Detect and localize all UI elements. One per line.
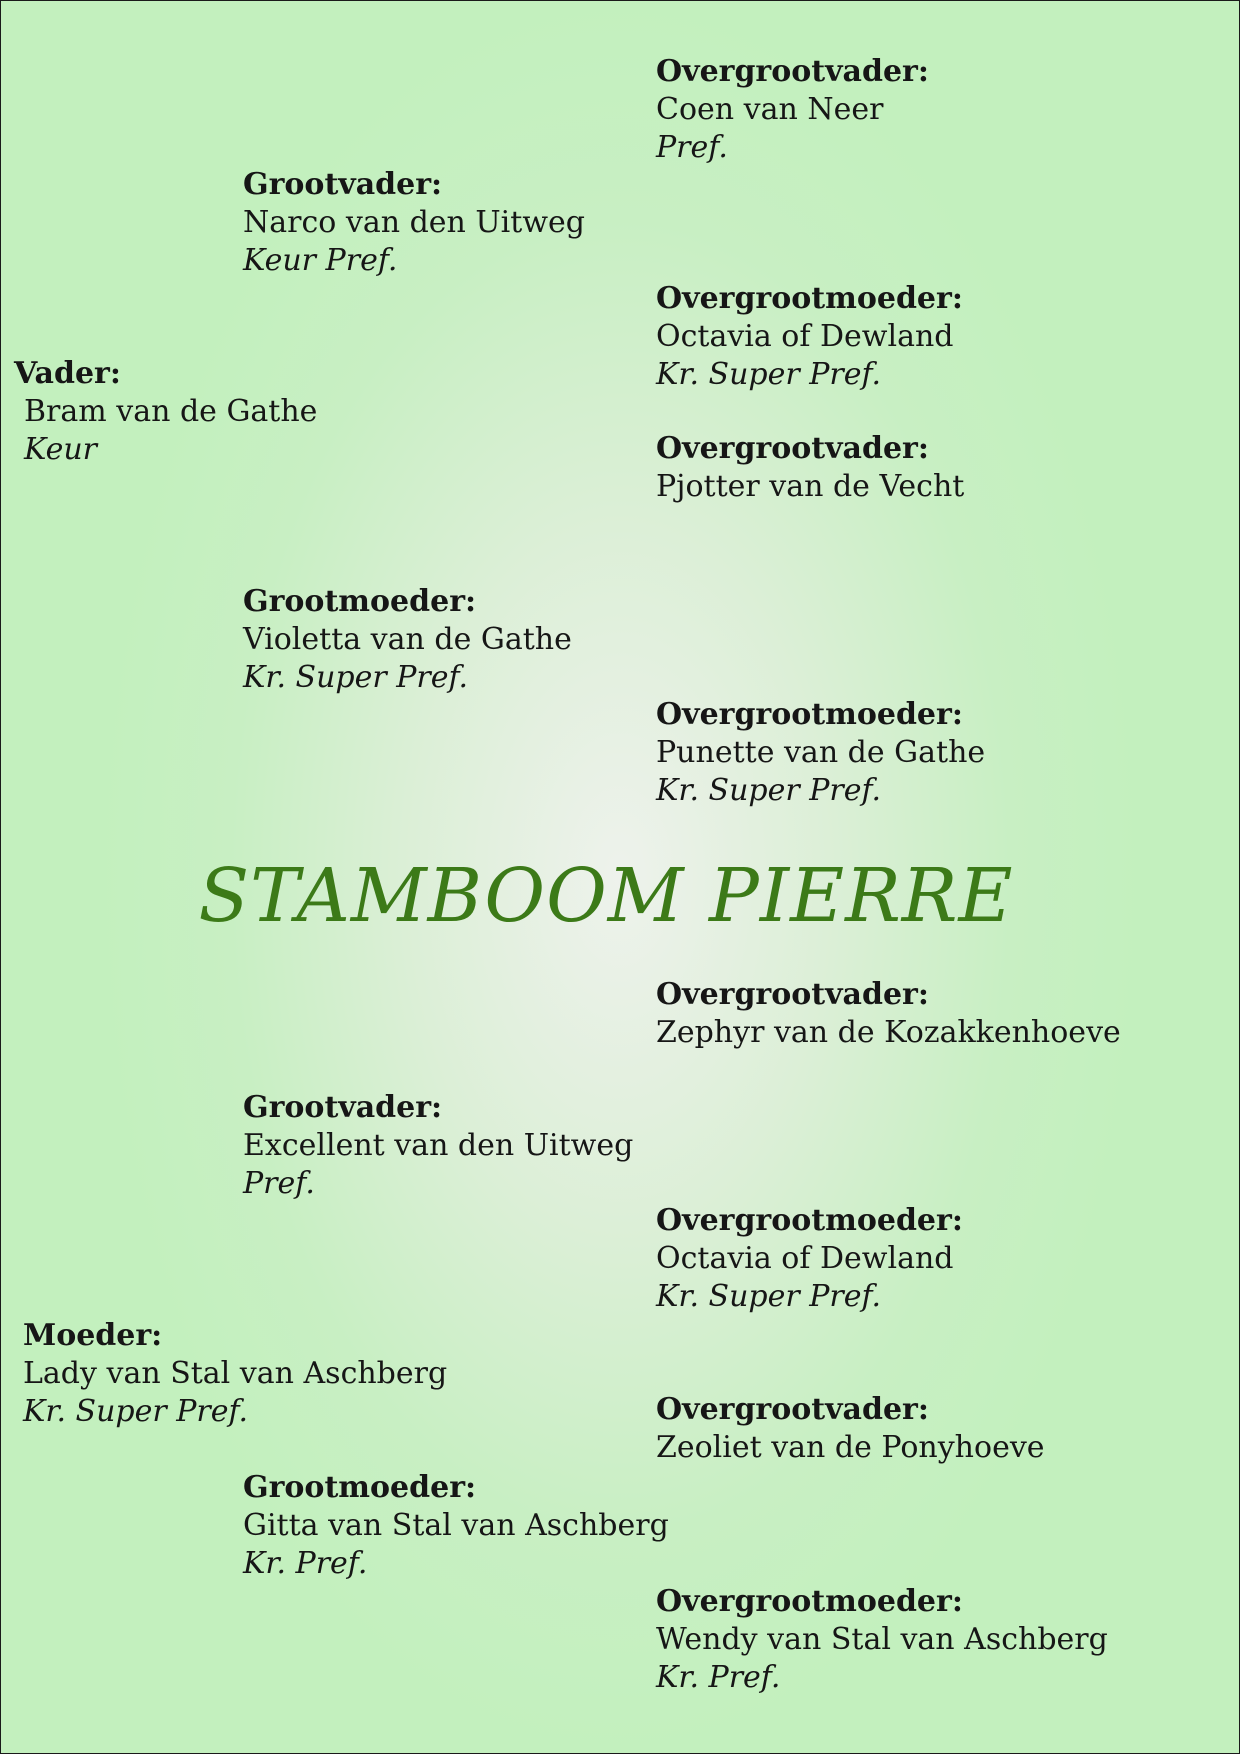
sire-overgrootvader-2: [656, 430, 964, 506]
entry-grade: Kr. Super Pref.: [656, 357, 882, 392]
entry-label: Overgrootmoeder:: [656, 697, 963, 732]
entry-grade: Pref.: [243, 1166, 315, 1201]
entry-label: Vader:: [14, 356, 121, 391]
sire-grootvader: [243, 166, 585, 280]
entry-label: Grootmoeder:: [243, 584, 477, 619]
entry-grade: Kr. Super Pref.: [243, 660, 469, 695]
dam-overgrootvader-1: [656, 976, 1121, 1052]
entry-label: Grootmoeder:: [243, 1470, 477, 1505]
entry-label: Overgrootmoeder:: [656, 1584, 963, 1619]
entry-name: Zephyr van de Kozakkenhoeve: [656, 1015, 1121, 1050]
entry-grade: Kr. Super Pref.: [23, 1394, 249, 1429]
dam-grootmoeder: [243, 1469, 669, 1583]
moeder: [23, 1317, 447, 1431]
entry-name: Bram van de Gathe: [24, 394, 318, 429]
entry-label: Overgrootvader:: [656, 431, 929, 466]
entry-grade: Keur: [24, 432, 98, 467]
entry-label: Overgrootmoeder:: [656, 1203, 963, 1238]
entry-grade: Kr. Super Pref.: [656, 1279, 882, 1314]
entry-label: Overgrootmoeder:: [656, 281, 963, 316]
sire-overgrootmoeder-2: [656, 696, 985, 810]
entry-grade: Keur Pref.: [243, 243, 398, 278]
entry-name: Narco van den Uitweg: [243, 205, 585, 240]
sire-grootmoeder: [243, 583, 572, 697]
sire-overgrootvader-1: [656, 53, 929, 167]
dam-grootvader: [243, 1089, 633, 1203]
vader: [14, 355, 317, 469]
dam-overgrootmoeder-2: [656, 1583, 1108, 1697]
entry-grade: Kr. Pref.: [656, 1660, 781, 1695]
entry-name: Violetta van de Gathe: [243, 622, 572, 657]
entry-grade: Kr. Pref.: [243, 1546, 368, 1581]
entry-name: Lady van Stal van Aschberg: [23, 1356, 448, 1391]
entry-name: Coen van Neer: [656, 92, 884, 127]
entry-name: Zeoliet van de Ponyhoeve: [656, 1430, 1045, 1465]
page-title: STAMBOOM PIERRE: [198, 853, 1014, 939]
entry-name: Wendy van Stal van Aschberg: [656, 1622, 1108, 1657]
entry-label: Grootvader:: [243, 1090, 443, 1125]
entry-grade: Kr. Super Pref.: [656, 773, 882, 808]
dam-overgrootmoeder-1: [656, 1202, 963, 1316]
entry-name: Pjotter van de Vecht: [656, 469, 965, 504]
entry-grade: Pref.: [656, 130, 728, 165]
entry-name: Gitta van Stal van Aschberg: [243, 1508, 669, 1543]
entry-name: Excellent van den Uitweg: [243, 1128, 634, 1163]
entry-label: Overgrootvader:: [656, 1392, 929, 1427]
sire-overgrootmoeder-1: [656, 280, 963, 394]
entry-name: Punette van de Gathe: [656, 735, 986, 770]
entry-label: Overgrootvader:: [656, 54, 929, 89]
entry-label: Overgrootvader:: [656, 977, 929, 1012]
entry-name: Octavia of Dewland: [656, 319, 954, 354]
dam-overgrootvader-2: [656, 1391, 1045, 1467]
entry-label: Grootvader:: [243, 167, 443, 202]
entry-name: Octavia of Dewland: [656, 1241, 954, 1276]
entry-label: Moeder:: [23, 1318, 163, 1353]
